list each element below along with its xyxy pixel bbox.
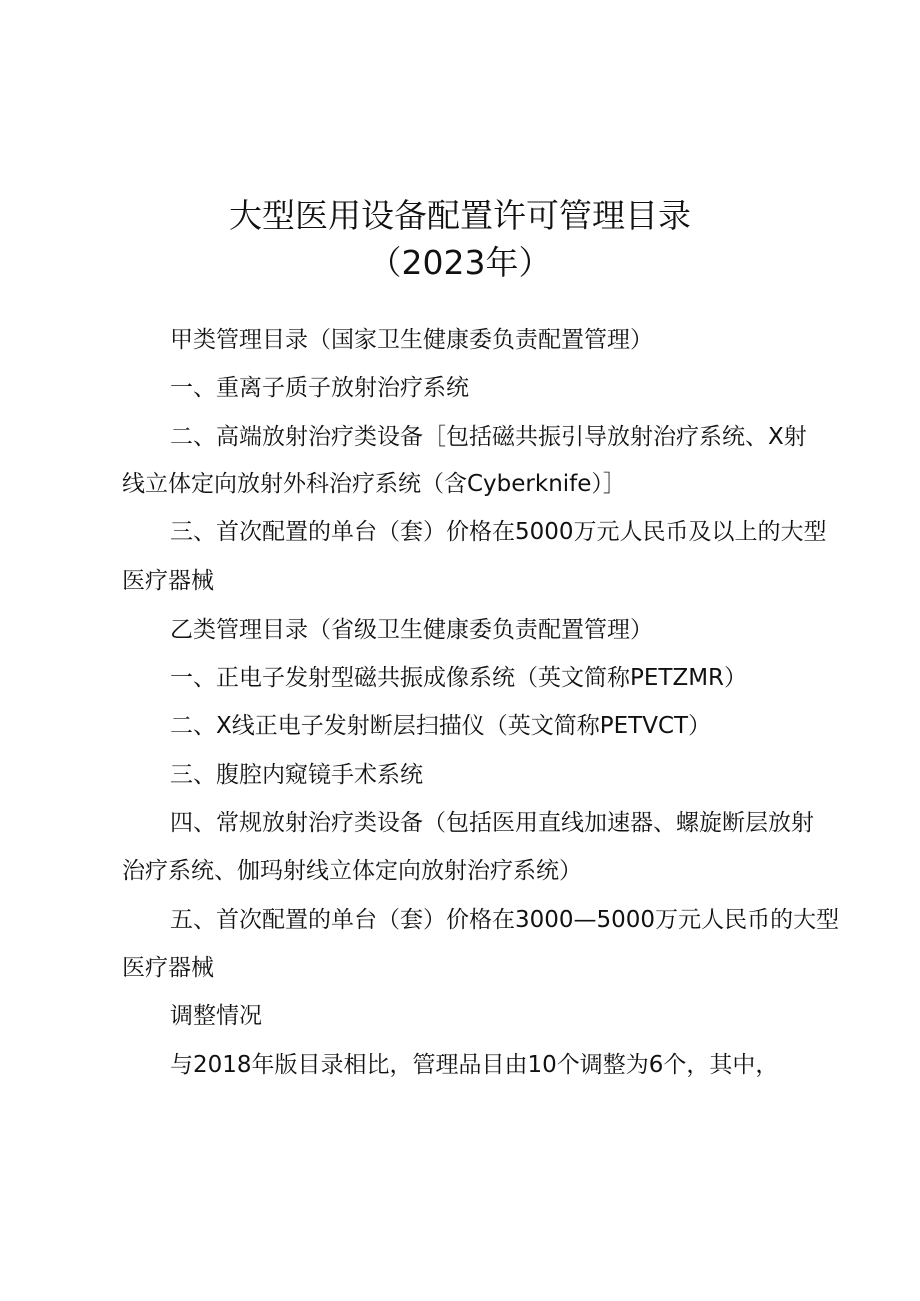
paragraph: 与2018年版目录相比，管理品目由10个调整为6个，其中，	[170, 1052, 779, 1078]
list-item: 三、腹腔内窥镜手术系统	[170, 762, 423, 788]
list-item: 二、X线正电子发射断层扫描仪（英文简称PETVCT）	[170, 713, 712, 739]
list-item-continuation: 医疗器械	[122, 955, 214, 981]
section-heading-adjustments: 调整情况	[170, 1003, 262, 1029]
list-item-continuation: 线立体定向放射外科治疗系统（含Cyberknife）］	[122, 471, 626, 497]
document-title: 大型医用设备配置许可管理目录	[229, 196, 691, 235]
list-item: 一、重离子质子放射治疗系统	[170, 375, 469, 401]
list-item: 二、高端放射治疗类设备［包括磁共振引导放射治疗系统、X射	[170, 424, 807, 450]
document-subtitle: （2023年）	[368, 243, 552, 282]
section-heading-class-a: 甲类管理目录（国家卫生健康委负责配置管理）	[170, 327, 653, 353]
list-item-continuation: 治疗系统、伽玛射线立体定向放射治疗系统）	[122, 858, 582, 884]
list-item: 五、首次配置的单台（套）价格在3000—5000万元人民币的大型	[170, 907, 840, 933]
list-item-continuation: 医疗器械	[122, 568, 214, 594]
list-item: 三、首次配置的单台（套）价格在5000万元人民币及以上的大型	[170, 519, 827, 545]
list-item: 四、常规放射治疗类设备（包括医用直线加速器、螺旋断层放射	[170, 810, 814, 836]
list-item: 一、正电子发射型磁共振成像系统（英文简称PETZMR）	[170, 665, 748, 691]
section-heading-class-b: 乙类管理目录（省级卫生健康委负责配置管理）	[170, 617, 653, 643]
